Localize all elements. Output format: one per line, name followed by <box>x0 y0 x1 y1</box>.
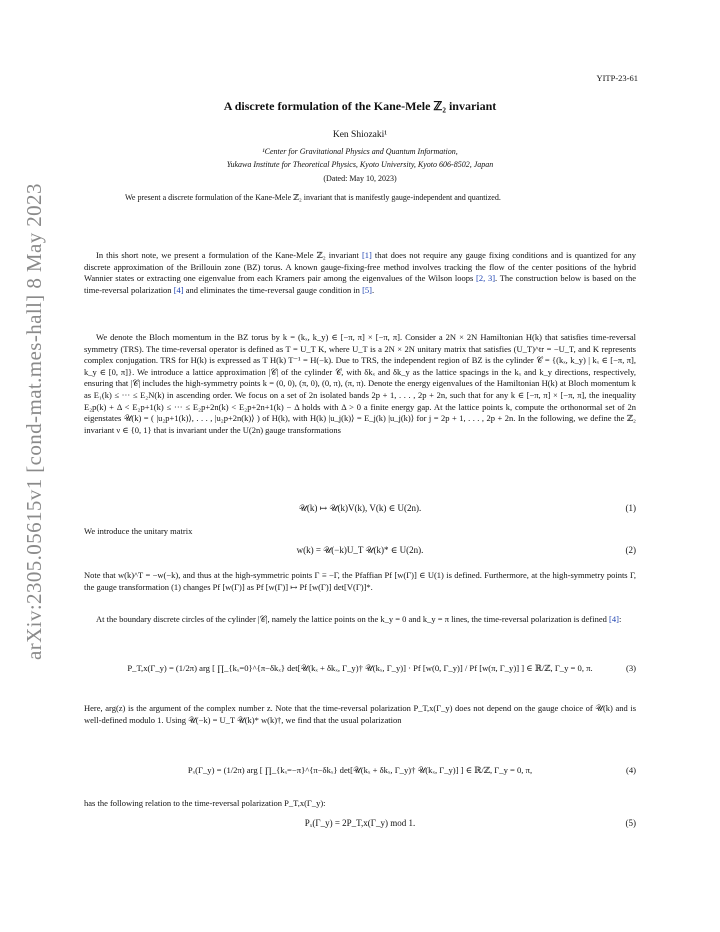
paragraph-intro <box>84 250 636 296</box>
text: . The construction below is based on the time-reversal polarization <box>84 273 636 295</box>
text: that does not require any gauge fixing conditions and is quantized for any discrete approximation of the Brillouin zone (BZ) torus. A known gauge-fixing-free method involves tracking the flow of the center positions of the hybrid Wannier states or extracting one eigenvalue from each Kramers pair among the eigenvalues of the Wilson loops <box>84 250 636 284</box>
equation-number: (1) <box>625 503 636 513</box>
equation-body: 𝒰(k) ↦ 𝒰(k)V(k), V(k) ∈ U(2n). <box>298 503 422 513</box>
citation-link[interactable]: [4] <box>173 284 184 295</box>
equation-body: Pₓ(Γ_y) = (1/2π) arg [ ∏_{kₓ=−π}^{π−δkₓ} det[𝒰(kₓ + δkₓ, Γ_y)† 𝒰(kₓ, Γ_y)] ] ∈ ℝ/ℤ, Γ_y = 0, π, <box>187 765 533 775</box>
equation-number: (2) <box>625 545 636 555</box>
paragraph-polarization <box>84 614 636 626</box>
dated: (Dated: May 10, 2023) <box>323 174 397 183</box>
arxiv-side-stamp <box>22 160 58 660</box>
citation-link[interactable]: [1] <box>361 250 372 260</box>
abstract: We present a discrete formulation of the Kane-Mele ℤ₂ invariant that is manifestly gauge-independent and quantized. <box>125 193 501 202</box>
equation-body: w(k) = 𝒰(−k)U_T 𝒰(k)* ∈ U(2n). <box>296 545 424 555</box>
citation-link[interactable]: [4] <box>609 614 619 624</box>
equation-4 <box>84 765 636 776</box>
paragraph-arg: Here, arg(z) is the argument of the complex number z. Note that the time-reversal polarization P_T,x(Γ_y) does not depend on the gauge choice of 𝒰(k) and is well-defined modulo 1. Using 𝒰(−k) = U_T 𝒰(k)* w(k)†, we find that the usual polarization <box>84 703 636 725</box>
text: . <box>371 284 375 295</box>
paragraph-definitions: We denote the Bloch momentum in the BZ torus by k = (kₓ, k_y) ∈ [−π, π] × [−π, π]. Consider a 2N × 2N Hamiltonian H(k) that satisfies time-reversal symmetry (TRS). The time-reversal operator is defined as T = U_T K, where U_T is a 2N × 2N unitary matrix that satisfies (U_T)^tr = −U_T, and K represents complex conjugation. TRS for H(k) is expressed as T H(k) T⁻¹ = H(−k). Due to TRS, the independent region of BZ is the cylinder 𝒞 = {(kₓ, k_y) | kₓ ∈ [−π, π], k_y ∈ [0, π]}. We introduce a lattice approximation |𝒞| of the cylinder 𝒞, with δkₓ and δk_y as the lattice spacings in the kₓ and k_y directions, respectively, ensuring that |𝒞| includes the high-symmetry points k = (0, 0), (π, 0), (0, π), (π, π). Denote the energy eigenvalues of the Hamiltonian H(k) at Bloch momentum k as E₁(k) ≤ ··· ≤ E₂N(k) in ascending order. We focus on a set of 2n isolated bands 2p + 1, . . . , 2p + 2n, such that for any k ∈ [−π, π] × [−π, π], the inequality E₂p(k) + Δ < E₂p+1(k) ≤ ··· ≤ E₂p+2n(k) < E₂p+2n+1(k) − Δ holds with Δ > 0 a finite energy gap. At the lattice points k, compute the orthonormal set of 2n eigenstates 𝒰(k) = ( |u₂p+1(k)⟩, . . . , |u₂p+2n(k)⟩ ) of H(k), with H(k) |u_j(k)⟩ = E_j(k) |u_j(k)⟩ for j = 2p + 1, . . . , 2p + 2n. In the following, we define the ℤ₂ invariant ν ∈ {0, 1} that is invariant under the U(2n) gauge transformations <box>84 332 636 435</box>
citation-link[interactable]: [2, 3] <box>476 273 496 284</box>
text: In this short note, we present a formulation of the Kane-Mele ℤ₂ invariant <box>96 250 362 260</box>
paper-title: A discrete formulation of the Kane-Mele ℤ₂ invariant <box>223 99 497 113</box>
paragraph-unitary: We introduce the unitary matrix <box>84 526 193 536</box>
citation-link[interactable]: [5] <box>362 284 372 295</box>
paragraph-pfaffian: Note that w(k)^T = −w(−k), and thus at the high-symmetric points Γ ≡ −Γ, the Pfaffian Pf [w(Γ)] ∈ U(1) is defined. Furthermore, at the high-symmetry points Γ, the gauge transformation (1) changes Pf [w(Γ)] as Pf [w(Γ)] ↦ Pf [w(Γ)] det[V(Γ)]*. <box>84 570 636 592</box>
equation-number: (4) <box>625 765 636 775</box>
paragraph-relation: has the following relation to the time-reversal polarization P_T,x(Γ_y): <box>84 798 326 808</box>
text: At the boundary discrete circles of the cylinder |𝒞|, namely the lattice points on the k_y = 0 and k_y = π lines, the time-reversal polarization is defined <box>96 614 610 624</box>
equation-1 <box>84 503 636 514</box>
equation-body: Pₓ(Γ_y) = 2P_T,x(Γ_y) mod 1. <box>304 818 416 828</box>
author: Ken Shiozaki¹ <box>332 130 388 140</box>
equation-number: (3) <box>625 663 636 673</box>
affiliation-line-2: Yukawa Institute for Theoretical Physics, Kyoto University, Kyoto 606-8502, Japan <box>226 160 494 169</box>
report-number: YITP-23-61 <box>596 73 638 83</box>
equation-2 <box>84 545 636 556</box>
text: : <box>618 614 622 624</box>
equation-5 <box>84 818 636 828</box>
equation-body: P_T,x(Γ_y) = (1/2π) arg [ ∏_{kₓ=0}^{π−δkₓ} det[𝒰(kₓ + δkₓ, Γ_y)† 𝒰(kₓ, Γ_y)] · Pf [w(0, Γ_y)] / Pf [w(π, Γ_y)] ] ∈ ℝ/ℤ, Γ_y = 0, π. <box>127 663 593 673</box>
equation-3 <box>84 663 636 674</box>
text: and eliminates the time-reversal gauge condition in <box>183 284 363 295</box>
affiliation-line-1: ¹Center for Gravitational Physics and Quantum Information, <box>262 147 458 156</box>
equation-number: (5) <box>625 818 636 828</box>
arxiv-identifier: arXiv:2305.05615v1 [cond-mat.mes-hall] 8 May 2023 <box>22 183 46 660</box>
